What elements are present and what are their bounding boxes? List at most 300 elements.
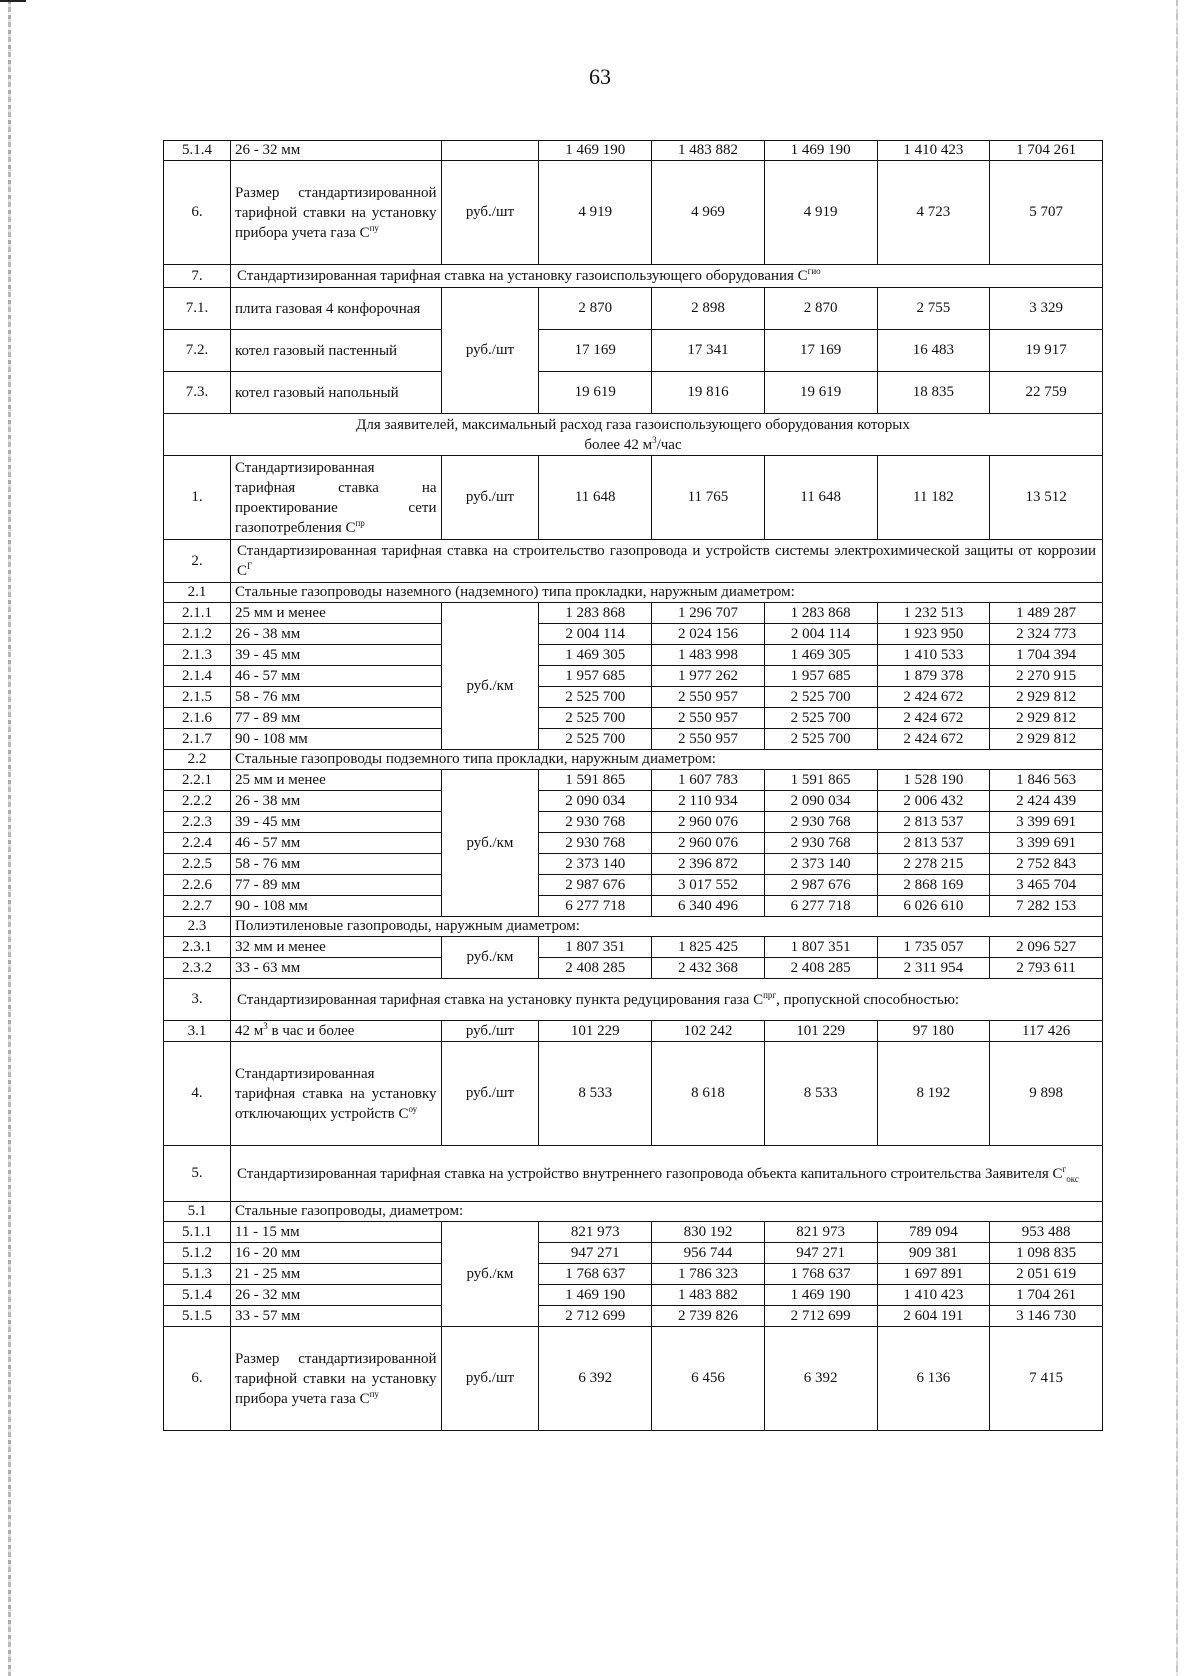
- table-row: [164, 917, 1103, 937]
- unit-cell: руб./шт: [441, 1021, 539, 1042]
- value-cell: 1 469 305: [539, 645, 652, 666]
- table-row: [164, 330, 1103, 372]
- row-number: 5.1: [164, 1202, 231, 1222]
- name-cell: 90 - 108 мм: [230, 896, 441, 917]
- section-header: [164, 414, 1103, 456]
- row-number: 2.1.5: [164, 687, 231, 708]
- name-cell: 26 - 32 мм: [230, 141, 441, 161]
- value-cell: 830 192: [652, 1222, 765, 1243]
- name-cell: 39 - 45 мм: [230, 645, 441, 666]
- subsection-title: Стальные газопроводы подземного типа прокладки, наружным диаметром:: [230, 750, 1102, 770]
- section-header-row: [164, 414, 1103, 456]
- row-number: 2.: [164, 540, 231, 583]
- value-cell: 2 987 676: [764, 875, 877, 896]
- value-cell: 1 704 261: [990, 1285, 1103, 1306]
- table-row: [164, 770, 1103, 791]
- description-text: Стандартизированная тарифная ставка на установку отключающих устройств С: [234, 1065, 437, 1122]
- table-row: [164, 288, 1103, 330]
- value-cell: 1 469 190: [539, 141, 652, 161]
- name-cell: 46 - 57 мм: [230, 833, 441, 854]
- value-cell: 1 786 323: [652, 1264, 765, 1285]
- value-cell: 2 408 285: [539, 958, 652, 979]
- name-cell: 25 мм и менее: [230, 603, 441, 624]
- unit-cell: руб./шт: [441, 456, 539, 540]
- value-cell: 2 424 672: [877, 729, 990, 750]
- row-number: 5.1.4: [164, 1285, 231, 1306]
- row-number: 7.3.: [164, 372, 231, 414]
- value-cell: 1 528 190: [877, 770, 990, 791]
- description-cell: [230, 1042, 441, 1146]
- value-cell: 1 469 190: [764, 1285, 877, 1306]
- row-number: 6.: [164, 1327, 231, 1431]
- row-number: 5.1.4: [164, 141, 231, 161]
- value-cell: 6 277 718: [764, 896, 877, 917]
- value-cell: 19 816: [652, 372, 765, 414]
- description-cell: [230, 456, 441, 540]
- table-row: [164, 875, 1103, 896]
- unit-cell: руб./шт: [441, 288, 539, 414]
- table-row: [164, 645, 1103, 666]
- table-row: [164, 1327, 1103, 1431]
- value-cell: 7 415: [990, 1327, 1103, 1431]
- value-cell: 1 483 882: [652, 1285, 765, 1306]
- subscript: окс: [1066, 1173, 1079, 1184]
- value-cell: 2 604 191: [877, 1306, 990, 1327]
- name-cell: 33 - 63 мм: [230, 958, 441, 979]
- table-body: [164, 141, 1103, 1431]
- row-number: 2.2.2: [164, 791, 231, 812]
- description-text: Стандартизированная тарифная ставка на установку газоиспользующего оборудования С: [236, 268, 808, 284]
- value-cell: 1 825 425: [652, 937, 765, 958]
- table-row: [164, 896, 1103, 917]
- row-number: 5.1.3: [164, 1264, 231, 1285]
- value-cell: 101 229: [764, 1021, 877, 1042]
- value-cell: 11 765: [652, 456, 765, 540]
- row-number: 2.1.7: [164, 729, 231, 750]
- table-row: [164, 1306, 1103, 1327]
- value-cell: 5 707: [990, 161, 1103, 265]
- table-row: [164, 812, 1103, 833]
- table-row: [164, 624, 1103, 645]
- value-cell: 1 489 287: [990, 603, 1103, 624]
- value-cell: 1 469 305: [764, 645, 877, 666]
- value-cell: 2 373 140: [539, 854, 652, 875]
- value-cell: 6 026 610: [877, 896, 990, 917]
- value-cell: 1 704 261: [990, 141, 1103, 161]
- value-cell: 1 483 882: [652, 141, 765, 161]
- description-text: Размер стандартизированной тарифной ставки на установку прибора учета газа С: [234, 184, 437, 241]
- value-cell: 6 277 718: [539, 896, 652, 917]
- value-cell: 2 930 768: [539, 812, 652, 833]
- name-cell: 26 - 38 мм: [230, 624, 441, 645]
- table-row: [164, 456, 1103, 540]
- value-cell: 2 311 954: [877, 958, 990, 979]
- table-row: [164, 666, 1103, 687]
- value-cell: 2 525 700: [764, 687, 877, 708]
- value-cell: 6 392: [764, 1327, 877, 1431]
- value-cell: 1 807 351: [539, 937, 652, 958]
- unit-cell: [441, 603, 539, 624]
- description-text: в час и более: [267, 1022, 355, 1039]
- row-number: 5.1.5: [164, 1306, 231, 1327]
- description-text: Стандартизированная тарифная ставка на строительство газопровода и устройств системы электрохимической защиты от коррозии С: [236, 543, 1096, 579]
- superscript: пр: [355, 517, 365, 528]
- value-cell: 2 424 672: [877, 687, 990, 708]
- value-cell: 13 512: [990, 456, 1103, 540]
- name-cell: 77 - 89 мм: [230, 708, 441, 729]
- value-cell: 1 957 685: [764, 666, 877, 687]
- table-row: [164, 1243, 1103, 1264]
- table-row: [164, 1021, 1103, 1042]
- value-cell: 2 110 934: [652, 791, 765, 812]
- description-cell: [230, 540, 1102, 583]
- value-cell: 8 533: [764, 1042, 877, 1146]
- corner-mark: [0, 0, 26, 2]
- row-number: 3.: [164, 979, 231, 1021]
- description-text: Размер стандартизированной тарифной ставки на установку прибора учета газа С: [234, 1350, 437, 1407]
- row-number: 2.2.3: [164, 812, 231, 833]
- name-cell: 77 - 89 мм: [230, 875, 441, 896]
- value-cell: 4 723: [877, 161, 990, 265]
- value-cell: 3 146 730: [990, 1306, 1103, 1327]
- name-cell: 25 мм и менее: [230, 770, 441, 791]
- value-cell: 6 392: [539, 1327, 652, 1431]
- value-cell: 2 929 812: [990, 708, 1103, 729]
- table-row: [164, 687, 1103, 708]
- value-cell: 1 296 707: [652, 603, 765, 624]
- superscript: прг: [763, 989, 777, 1000]
- value-cell: 909 381: [877, 1243, 990, 1264]
- row-number: 2.1.3: [164, 645, 231, 666]
- unit-cell: руб./км: [441, 770, 539, 917]
- value-cell: 4 919: [764, 161, 877, 265]
- value-cell: 3 329: [990, 288, 1103, 330]
- value-cell: 4 969: [652, 161, 765, 265]
- row-number: 2.3.1: [164, 937, 231, 958]
- section-header-line2: более 42 м: [584, 436, 653, 453]
- row-number: 3.1: [164, 1021, 231, 1042]
- superscript: 3: [263, 1020, 268, 1031]
- value-cell: 953 488: [990, 1222, 1103, 1243]
- superscript: оу: [408, 1103, 418, 1114]
- value-cell: 1 704 394: [990, 645, 1103, 666]
- subsection-title: Полиэтиленовые газопроводы, наружным диаметром:: [230, 917, 1102, 937]
- table-row: [164, 750, 1103, 770]
- row-number: 5.1.1: [164, 1222, 231, 1243]
- value-cell: 117 426: [990, 1021, 1103, 1042]
- value-cell: 2 929 812: [990, 729, 1103, 750]
- value-cell: 2 051 619: [990, 1264, 1103, 1285]
- value-cell: 2 408 285: [764, 958, 877, 979]
- description-text: Стандартизированная тарифная ставка на устройство внутреннего газопровода объекта капитального строительства Заявителя С: [236, 1165, 1063, 1182]
- value-cell: 2 324 773: [990, 624, 1103, 645]
- value-cell: 4 919: [539, 161, 652, 265]
- name-cell: 33 - 57 мм: [230, 1306, 441, 1327]
- value-cell: 6 340 496: [652, 896, 765, 917]
- value-cell: 2 898: [652, 288, 765, 330]
- value-cell: 821 973: [764, 1222, 877, 1243]
- table-row: [164, 708, 1103, 729]
- section-header-line1: Для заявителей, максимальный расход газа газоиспользующего оборудования которых: [356, 416, 910, 433]
- unit-cell: [441, 141, 539, 161]
- table-row: [164, 1042, 1103, 1146]
- value-cell: 1 591 865: [539, 770, 652, 791]
- unit-cell: руб./км: [441, 624, 539, 750]
- value-cell: 22 759: [990, 372, 1103, 414]
- superscript: 3: [652, 434, 657, 445]
- value-cell: 2 525 700: [539, 687, 652, 708]
- value-cell: 2 278 215: [877, 854, 990, 875]
- table-row: [164, 937, 1103, 958]
- table-row: [164, 540, 1103, 583]
- value-cell: 2 525 700: [764, 708, 877, 729]
- row-number: 5.: [164, 1146, 231, 1202]
- table-row: [164, 583, 1103, 603]
- value-cell: 2 432 368: [652, 958, 765, 979]
- value-cell: 2 752 843: [990, 854, 1103, 875]
- value-cell: 101 229: [539, 1021, 652, 1042]
- value-cell: 2 090 034: [539, 791, 652, 812]
- description-text: 42 м: [234, 1022, 264, 1039]
- superscript: пу: [369, 1388, 379, 1399]
- row-number: 2.1.4: [164, 666, 231, 687]
- unit-cell: руб./шт: [441, 161, 539, 265]
- value-cell: 1 768 637: [539, 1264, 652, 1285]
- value-cell: 1 607 783: [652, 770, 765, 791]
- value-cell: 2 960 076: [652, 812, 765, 833]
- value-cell: 2 793 611: [990, 958, 1103, 979]
- name-cell: 32 мм и менее: [230, 937, 441, 958]
- row-number: 2.1.1: [164, 603, 231, 624]
- row-number: 2.2.4: [164, 833, 231, 854]
- name-cell: котел газовый напольный: [230, 372, 441, 414]
- table-row: [164, 979, 1103, 1021]
- value-cell: 1 483 998: [652, 645, 765, 666]
- row-number: 2.1: [164, 583, 231, 603]
- row-number: 4.: [164, 1042, 231, 1146]
- value-cell: 1 232 513: [877, 603, 990, 624]
- table-row: [164, 791, 1103, 812]
- row-number: 2.1.2: [164, 624, 231, 645]
- name-cell: 26 - 32 мм: [230, 1285, 441, 1306]
- value-cell: 11 182: [877, 456, 990, 540]
- value-cell: 2 712 699: [764, 1306, 877, 1327]
- description-text: , пропускной способностью:: [776, 991, 960, 1008]
- value-cell: 1 977 262: [652, 666, 765, 687]
- value-cell: 2 868 169: [877, 875, 990, 896]
- value-cell: 2 396 872: [652, 854, 765, 875]
- name-cell: 26 - 38 мм: [230, 791, 441, 812]
- name-cell: 58 - 76 мм: [230, 854, 441, 875]
- table-row: [164, 1264, 1103, 1285]
- value-cell: 1 410 423: [877, 141, 990, 161]
- value-cell: 18 835: [877, 372, 990, 414]
- value-cell: 7 282 153: [990, 896, 1103, 917]
- value-cell: 1 469 190: [764, 141, 877, 161]
- value-cell: 2 373 140: [764, 854, 877, 875]
- subsection-title: Стальные газопроводы наземного (надземного) типа прокладки, наружным диаметром:: [230, 583, 1102, 603]
- value-cell: 19 917: [990, 330, 1103, 372]
- value-cell: 8 192: [877, 1042, 990, 1146]
- name-cell: 39 - 45 мм: [230, 812, 441, 833]
- description-text: Стандартизированная тарифная ставка на установку пункта редуцирования газа С: [236, 991, 764, 1008]
- name-cell: котел газовый пастенный: [230, 330, 441, 372]
- value-cell: 2 813 537: [877, 833, 990, 854]
- value-cell: 947 271: [539, 1243, 652, 1264]
- value-cell: 2 525 700: [539, 708, 652, 729]
- value-cell: 789 094: [877, 1222, 990, 1243]
- unit-cell: руб./шт: [441, 1327, 539, 1431]
- subsection-title: Стальные газопроводы, диаметром:: [230, 1202, 1102, 1222]
- description-cell: [230, 979, 1102, 1021]
- table-row: [164, 1146, 1103, 1202]
- value-cell: 17 341: [652, 330, 765, 372]
- value-cell: 2 930 768: [764, 833, 877, 854]
- value-cell: 1 957 685: [539, 666, 652, 687]
- value-cell: 11 648: [764, 456, 877, 540]
- value-cell: 102 242: [652, 1021, 765, 1042]
- value-cell: 2 424 672: [877, 708, 990, 729]
- table-row: [164, 1285, 1103, 1306]
- scan-edge-left: [8, 0, 11, 1676]
- value-cell: 2 004 114: [539, 624, 652, 645]
- row-number: 2.2: [164, 750, 231, 770]
- value-cell: 1 410 423: [877, 1285, 990, 1306]
- tariff-table: [163, 140, 1103, 1431]
- table-row: [164, 1202, 1103, 1222]
- value-cell: 1 879 378: [877, 666, 990, 687]
- value-cell: 1 807 351: [764, 937, 877, 958]
- value-cell: 2 755: [877, 288, 990, 330]
- value-cell: 19 619: [539, 372, 652, 414]
- value-cell: 17 169: [764, 330, 877, 372]
- value-cell: 2 525 700: [539, 729, 652, 750]
- row-number: 2.1.6: [164, 708, 231, 729]
- value-cell: 2 270 915: [990, 666, 1103, 687]
- value-cell: 1 735 057: [877, 937, 990, 958]
- table-row: [164, 958, 1103, 979]
- value-cell: 8 533: [539, 1042, 652, 1146]
- value-cell: 3 017 552: [652, 875, 765, 896]
- description-cell: [230, 161, 441, 265]
- row-number: 2.2.6: [164, 875, 231, 896]
- value-cell: 2 525 700: [764, 729, 877, 750]
- name-cell: 21 - 25 мм: [230, 1264, 441, 1285]
- value-cell: 3 399 691: [990, 833, 1103, 854]
- table-row: [164, 372, 1103, 414]
- value-cell: 821 973: [539, 1222, 652, 1243]
- value-cell: 3 465 704: [990, 875, 1103, 896]
- description-cell: [230, 1146, 1102, 1202]
- section-header-line2: /час: [656, 436, 682, 453]
- value-cell: 2 930 768: [539, 833, 652, 854]
- value-cell: 2 550 957: [652, 708, 765, 729]
- value-cell: 2 090 034: [764, 791, 877, 812]
- unit-cell: руб./км: [441, 1222, 539, 1327]
- table-row: [164, 729, 1103, 750]
- value-cell: 11 648: [539, 456, 652, 540]
- value-cell: 2 960 076: [652, 833, 765, 854]
- scan-edge-right: [1176, 0, 1178, 1676]
- row-number: 2.3: [164, 917, 231, 937]
- description-cell: [230, 265, 1102, 288]
- value-cell: 2 024 156: [652, 624, 765, 645]
- table-row: [164, 265, 1103, 288]
- value-cell: 2 096 527: [990, 937, 1103, 958]
- value-cell: 2 004 114: [764, 624, 877, 645]
- name-cell: 46 - 57 мм: [230, 666, 441, 687]
- value-cell: 8 618: [652, 1042, 765, 1146]
- value-cell: 2 870: [764, 288, 877, 330]
- value-cell: 16 483: [877, 330, 990, 372]
- value-cell: 2 813 537: [877, 812, 990, 833]
- value-cell: 1 283 868: [539, 603, 652, 624]
- value-cell: 1 469 190: [539, 1285, 652, 1306]
- value-cell: 6 136: [877, 1327, 990, 1431]
- value-cell: 19 619: [764, 372, 877, 414]
- value-cell: 1 591 865: [764, 770, 877, 791]
- value-cell: 956 744: [652, 1243, 765, 1264]
- superscript: гио: [807, 266, 821, 276]
- row-number: 2.3.2: [164, 958, 231, 979]
- row-number: 5.1.2: [164, 1243, 231, 1264]
- value-cell: 2 712 699: [539, 1306, 652, 1327]
- value-cell: 6 456: [652, 1327, 765, 1431]
- value-cell: 1 410 533: [877, 645, 990, 666]
- value-cell: 2 870: [539, 288, 652, 330]
- value-cell: 17 169: [539, 330, 652, 372]
- name-cell: 58 - 76 мм: [230, 687, 441, 708]
- value-cell: 1 768 637: [764, 1264, 877, 1285]
- row-number: 7.1.: [164, 288, 231, 330]
- table-row: [164, 141, 1103, 161]
- row-number: 6.: [164, 161, 231, 265]
- value-cell: 9 898: [990, 1042, 1103, 1146]
- row-number: 1.: [164, 456, 231, 540]
- value-cell: 1 098 835: [990, 1243, 1103, 1264]
- value-cell: 97 180: [877, 1021, 990, 1042]
- table-row: [164, 854, 1103, 875]
- description-cell: [230, 1327, 441, 1431]
- table-row: [164, 833, 1103, 854]
- row-number: 7.: [164, 265, 231, 288]
- name-cell: 90 - 108 мм: [230, 729, 441, 750]
- row-number: 2.2.1: [164, 770, 231, 791]
- value-cell: 2 930 768: [764, 812, 877, 833]
- value-cell: 2 929 812: [990, 687, 1103, 708]
- table-row: [164, 161, 1103, 265]
- value-cell: 1 283 868: [764, 603, 877, 624]
- value-cell: 3 399 691: [990, 812, 1103, 833]
- value-cell: 1 923 950: [877, 624, 990, 645]
- value-cell: 1 846 563: [990, 770, 1103, 791]
- row-number: 7.2.: [164, 330, 231, 372]
- row-number: 2.2.5: [164, 854, 231, 875]
- value-cell: 2 987 676: [539, 875, 652, 896]
- description-text: Стандартизированная тарифная ставка на проектирование сети газопотребления С: [234, 459, 437, 536]
- value-cell: 947 271: [764, 1243, 877, 1264]
- superscript: Г: [247, 561, 253, 571]
- value-cell: 1 697 891: [877, 1264, 990, 1285]
- superscript: пу: [369, 222, 379, 233]
- value-cell: 2 424 439: [990, 791, 1103, 812]
- unit-cell: руб./км: [441, 937, 539, 979]
- unit-cell: руб./шт: [441, 1042, 539, 1146]
- name-cell: 11 - 15 мм: [230, 1222, 441, 1243]
- name-cell: [230, 1021, 441, 1042]
- row-number: 2.2.7: [164, 896, 231, 917]
- table-row: [164, 1222, 1103, 1243]
